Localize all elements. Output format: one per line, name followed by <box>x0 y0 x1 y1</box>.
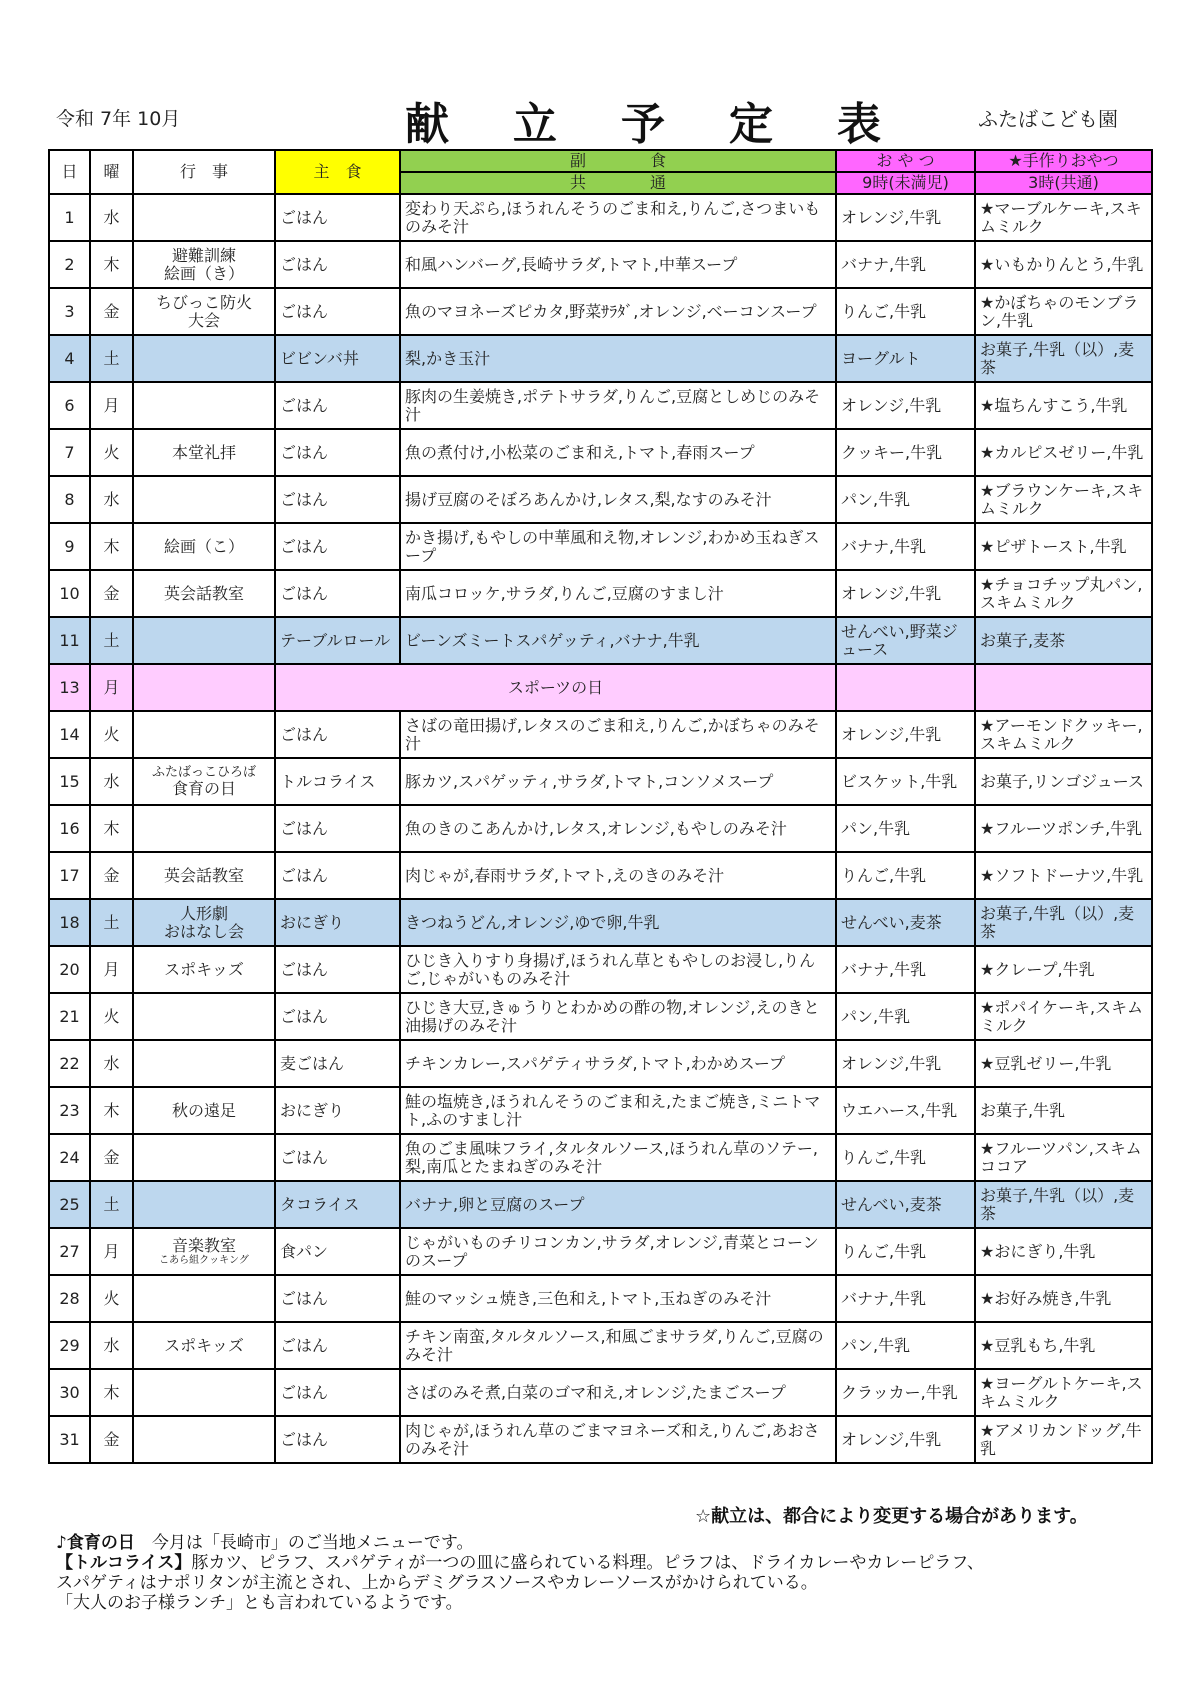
weekday-cell: 火 <box>90 429 133 476</box>
col-header-side: 副 食 <box>400 150 836 172</box>
side-dish-cell: ひじき入りすり身揚げ,ほうれん草ともやしのお浸し,りんご,じゃがいものみそ汁 <box>400 946 836 993</box>
event-text: ちびっこ防火 <box>155 292 252 312</box>
weekday-cell: 月 <box>90 664 133 711</box>
weekday-cell: 月 <box>90 1228 133 1275</box>
event-text: スポキッズ <box>164 959 244 979</box>
weekday-cell: 金 <box>90 288 133 335</box>
note-text: 豚カツ、ピラフ、スパゲティが一つの皿に盛られている料理。ピラフは、ドライカレーやカレーピラフ、 <box>191 1553 985 1573</box>
snack-pm-cell: ★クレープ,牛乳 <box>975 946 1152 993</box>
event-cell <box>133 335 275 382</box>
side-dish-cell: バナナ,卵と豆腐のスープ <box>400 1181 836 1228</box>
col-header-snack-am: 9時(未満児) <box>836 172 975 194</box>
weekday-cell: 木 <box>90 1369 133 1416</box>
day-cell: 8 <box>49 476 90 523</box>
side-dish-cell: きつねうどん,オレンジ,ゆで卵,牛乳 <box>400 899 836 946</box>
staple-cell: ごはん <box>275 711 400 758</box>
event-subtext: 大会 <box>187 310 220 330</box>
snack-am-cell: オレンジ,牛乳 <box>836 570 975 617</box>
weekday-cell: 木 <box>90 523 133 570</box>
event-cell <box>133 288 275 335</box>
staple-cell: ごはん <box>275 1275 400 1322</box>
snack-pm-cell: ★豆乳もち,牛乳 <box>975 1322 1152 1369</box>
side-dish-cell: ビーンズミートスパゲッティ,バナナ,牛乳 <box>400 617 836 664</box>
organization-name: ふたばこども園 <box>978 107 1118 131</box>
event-cell <box>133 241 275 288</box>
event-cell <box>133 993 275 1040</box>
snack-am-cell: パン,牛乳 <box>836 993 975 1040</box>
side-dish-cell: 魚のごま風味フライ,タルタルソース,ほうれん草のソテー,梨,南瓜とたまねぎのみそ汁 <box>400 1134 836 1181</box>
note-line <box>56 1533 984 1553</box>
event-cell <box>133 1416 275 1463</box>
table-row <box>49 946 1152 993</box>
snack-pm-cell: お菓子,牛乳（以）,麦茶 <box>975 335 1152 382</box>
snack-am-cell: オレンジ,牛乳 <box>836 1416 975 1463</box>
snack-am-cell: クッキー,牛乳 <box>836 429 975 476</box>
event-subtext: 食育の日 <box>171 779 236 798</box>
table-row <box>49 758 1152 805</box>
event-cell <box>133 523 275 570</box>
title-char: 献 <box>405 99 449 150</box>
snack-pm-cell: ★ヨーグルトケーキ,スキムミルク <box>975 1369 1152 1416</box>
weekday-cell: 火 <box>90 993 133 1040</box>
weekday-cell: 金 <box>90 1416 133 1463</box>
snack-pm-cell: ★豆乳ゼリー,牛乳 <box>975 1040 1152 1087</box>
table-row <box>49 335 1152 382</box>
event-cell <box>133 1322 275 1369</box>
staple-cell: ごはん <box>275 1134 400 1181</box>
table-row <box>49 1369 1152 1416</box>
snack-pm-cell: ★フルーツポンチ,牛乳 <box>975 805 1152 852</box>
weekday-cell: 金 <box>90 1134 133 1181</box>
day-cell: 4 <box>49 335 90 382</box>
side-dish-cell: チキン南蛮,タルタルソース,和風ごまサラダ,りんご,豆腐のみそ汁 <box>400 1322 836 1369</box>
snack-am-cell: バナナ,牛乳 <box>836 1275 975 1322</box>
weekday-cell: 木 <box>90 1087 133 1134</box>
table-row <box>49 1134 1152 1181</box>
side-dish-cell: 魚のきのこあんかけ,レタス,オレンジ,もやしのみそ汁 <box>400 805 836 852</box>
event-cell <box>133 1369 275 1416</box>
snack-pm-cell: ★チョコチップ丸パン,スキムミルク <box>975 570 1152 617</box>
table-row <box>49 288 1152 335</box>
weekday-cell: 水 <box>90 1322 133 1369</box>
event-text: 避難訓練 <box>171 245 236 265</box>
side-dish-cell: 鮭のマッシュ焼き,三色和え,トマト,玉ねぎのみそ汁 <box>400 1275 836 1322</box>
day-cell: 28 <box>49 1275 90 1322</box>
snack-am-cell: せんべい,麦茶 <box>836 899 975 946</box>
event-text: スポキッズ <box>164 1335 244 1355</box>
snack-pm-cell <box>975 664 1152 711</box>
snack-pm-cell: ★おにぎり,牛乳 <box>975 1228 1152 1275</box>
event-cell <box>133 382 275 429</box>
note-text: 今月は「長崎市」のご当地メニューです。 <box>134 1533 474 1553</box>
snack-pm-cell: お菓子,牛乳 <box>975 1087 1152 1134</box>
day-cell: 29 <box>49 1322 90 1369</box>
col-header-weekday: 曜 <box>90 150 133 194</box>
side-dish-cell: 肉じゃが,ほうれん草のごまマヨネーズ和え,りんご,あおさのみそ汁 <box>400 1416 836 1463</box>
weekday-cell: 土 <box>90 899 133 946</box>
side-dish-cell: 梨,かき玉汁 <box>400 335 836 382</box>
event-cell <box>133 476 275 523</box>
snack-am-cell <box>836 664 975 711</box>
staple-cell: タコライス <box>275 1181 400 1228</box>
table-row <box>49 523 1152 570</box>
table-row <box>49 1228 1152 1275</box>
menu-month: 令和 7年 10月 <box>56 108 181 130</box>
snack-am-cell: パン,牛乳 <box>836 1322 975 1369</box>
col-header-snack-pm-top: ★手作りおやつ <box>975 150 1152 172</box>
table-row <box>49 1322 1152 1369</box>
change-notice: ☆献立は、都合により変更する場合があります。 <box>695 1506 1088 1527</box>
event-cell <box>133 570 275 617</box>
day-cell: 21 <box>49 993 90 1040</box>
staple-cell: ごはん <box>275 288 400 335</box>
day-cell: 25 <box>49 1181 90 1228</box>
snack-pm-cell: ★カルピスゼリー,牛乳 <box>975 429 1152 476</box>
snack-am-cell: オレンジ,牛乳 <box>836 194 975 241</box>
staple-cell: ごはん <box>275 194 400 241</box>
event-text: 英会話教室 <box>163 583 244 603</box>
event-cell <box>133 852 275 899</box>
event-cell <box>133 194 275 241</box>
day-cell: 20 <box>49 946 90 993</box>
holiday-cell: スポーツの日 <box>275 664 836 711</box>
weekday-cell: 土 <box>90 335 133 382</box>
side-dish-cell: じゃがいものチリコンカン,サラダ,オレンジ,青菜とコーンのスープ <box>400 1228 836 1275</box>
event-text: 英会話教室 <box>163 865 244 885</box>
snack-pm-cell: ★ソフトドーナツ,牛乳 <box>975 852 1152 899</box>
event-cell <box>133 1087 275 1134</box>
menu-table <box>48 149 1153 1464</box>
snack-pm-cell: お菓子,牛乳（以）,麦茶 <box>975 1181 1152 1228</box>
staple-cell: ごはん <box>275 476 400 523</box>
day-cell: 9 <box>49 523 90 570</box>
day-cell: 31 <box>49 1416 90 1463</box>
staple-cell: おにぎり <box>275 1087 400 1134</box>
staple-cell: ごはん <box>275 570 400 617</box>
table-row <box>49 617 1152 664</box>
event-cell <box>133 429 275 476</box>
note-line <box>56 1553 984 1573</box>
staple-cell: トルコライス <box>275 758 400 805</box>
side-dish-cell: 魚のマヨネーズピカタ,野菜ｻﾗﾀﾞ,オレンジ,ベーコンスープ <box>400 288 836 335</box>
snack-am-cell: りんご,牛乳 <box>836 1134 975 1181</box>
snack-pm-cell: ★アーモンドクッキー,スキムミルク <box>975 711 1152 758</box>
snack-am-cell: クラッカー,牛乳 <box>836 1369 975 1416</box>
table-row <box>49 1087 1152 1134</box>
snack-pm-cell: ★いもかりんとう,牛乳 <box>975 241 1152 288</box>
side-dish-cell: かき揚げ,もやしの中華風和え物,オレンジ,わかめ玉ねぎスープ <box>400 523 836 570</box>
event-subtext: こあら組クッキング <box>159 1254 249 1266</box>
day-cell: 3 <box>49 288 90 335</box>
day-cell: 15 <box>49 758 90 805</box>
weekday-cell: 月 <box>90 382 133 429</box>
header-row-top <box>49 150 1152 172</box>
snack-am-cell: りんご,牛乳 <box>836 288 975 335</box>
weekday-cell: 水 <box>90 758 133 805</box>
staple-cell: ごはん <box>275 382 400 429</box>
side-dish-cell: 鮭の塩焼き,ほうれんそうのごま和え,たまご焼き,ミニトマト,ふのすまし汁 <box>400 1087 836 1134</box>
table-row <box>49 1416 1152 1463</box>
table-row <box>49 1275 1152 1322</box>
weekday-cell: 金 <box>90 852 133 899</box>
snack-am-cell: せんべい,麦茶 <box>836 1181 975 1228</box>
table-row <box>49 476 1152 523</box>
snack-pm-cell: ★ピザトースト,牛乳 <box>975 523 1152 570</box>
day-cell: 18 <box>49 899 90 946</box>
col-header-side-common: 共 通 <box>400 172 836 194</box>
event-cell <box>133 664 275 711</box>
day-cell: 11 <box>49 617 90 664</box>
event-text: 秋の遠足 <box>171 1100 236 1120</box>
event-subtext: おはなし会 <box>163 921 244 941</box>
staple-cell: 食パン <box>275 1228 400 1275</box>
note-line <box>56 1573 984 1593</box>
event-cell <box>133 1134 275 1181</box>
staple-cell: テーブルロール <box>275 617 400 664</box>
snack-pm-cell: ★ブラウンケーキ,スキムミルク <box>975 476 1152 523</box>
event-cell <box>133 1181 275 1228</box>
side-dish-cell: 豚カツ,スパゲッティ,サラダ,トマト,コンソメスープ <box>400 758 836 805</box>
day-cell: 22 <box>49 1040 90 1087</box>
day-cell: 16 <box>49 805 90 852</box>
snack-am-cell: オレンジ,牛乳 <box>836 382 975 429</box>
side-dish-cell: さばのみそ煮,白菜のゴマ和え,オレンジ,たまごスープ <box>400 1369 836 1416</box>
side-dish-cell: さばの竜田揚げ,レタスのごま和え,りんご,かぼちゃのみそ汁 <box>400 711 836 758</box>
snack-pm-cell: ★マーブルケーキ,スキムミルク <box>975 194 1152 241</box>
snack-pm-cell: ★ポパイケーキ,スキムミルク <box>975 993 1152 1040</box>
snack-am-cell: パン,牛乳 <box>836 476 975 523</box>
day-cell: 2 <box>49 241 90 288</box>
weekday-cell: 木 <box>90 805 133 852</box>
event-cell <box>133 1040 275 1087</box>
staple-cell: ごはん <box>275 993 400 1040</box>
snack-pm-cell: ★アメリカンドッグ,牛乳 <box>975 1416 1152 1463</box>
snack-am-cell: バナナ,牛乳 <box>836 523 975 570</box>
table-row <box>49 1040 1152 1087</box>
event-text: 人形劇 <box>179 903 228 923</box>
weekday-cell: 月 <box>90 946 133 993</box>
side-dish-cell: チキンカレー,スパゲティサラダ,トマト,わかめスープ <box>400 1040 836 1087</box>
snack-am-cell: バナナ,牛乳 <box>836 241 975 288</box>
weekday-cell: 土 <box>90 617 133 664</box>
table-row <box>49 241 1152 288</box>
staple-cell: ビビンバ丼 <box>275 335 400 382</box>
event-cell <box>133 758 275 805</box>
day-cell: 30 <box>49 1369 90 1416</box>
weekday-cell: 火 <box>90 711 133 758</box>
col-header-snack-pm: 3時(共通) <box>975 172 1152 194</box>
staple-cell: おにぎり <box>275 899 400 946</box>
table-row <box>49 382 1152 429</box>
weekday-cell: 土 <box>90 1181 133 1228</box>
side-dish-cell: 豚肉の生姜焼き,ポテトサラダ,りんご,豆腐としめじのみそ汁 <box>400 382 836 429</box>
table-row <box>49 570 1152 617</box>
snack-am-cell: オレンジ,牛乳 <box>836 1040 975 1087</box>
table-row <box>49 194 1152 241</box>
day-cell: 24 <box>49 1134 90 1181</box>
snack-am-cell: ビスケット,牛乳 <box>836 758 975 805</box>
snack-pm-cell: お菓子,麦茶 <box>975 617 1152 664</box>
event-cell <box>133 711 275 758</box>
staple-cell: ごはん <box>275 1369 400 1416</box>
event-cell <box>133 1275 275 1322</box>
staple-cell: 麦ごはん <box>275 1040 400 1087</box>
note-text: スパゲティはナポリタンが主流とされ、上からデミグラスソースやカレーソースがかけられている。 <box>56 1573 818 1593</box>
weekday-cell: 金 <box>90 570 133 617</box>
snack-am-cell: せんべい,野菜ジュース <box>836 617 975 664</box>
side-dish-cell: 和風ハンバーグ,長崎サラダ,トマト,中華スープ <box>400 241 836 288</box>
menu-body <box>49 194 1152 1463</box>
snack-am-cell: パン,牛乳 <box>836 805 975 852</box>
event-text: 絵画（こ） <box>163 536 244 556</box>
event-text: 音楽教室 <box>171 1235 236 1255</box>
table-row <box>49 805 1152 852</box>
title-char: 表 <box>837 99 881 150</box>
staple-cell: ごはん <box>275 429 400 476</box>
table-row <box>49 899 1152 946</box>
snack-pm-cell: お菓子,リンゴジュース <box>975 758 1152 805</box>
snack-pm-cell: ★かぼちゃのモンブラン,牛乳 <box>975 288 1152 335</box>
title-char: 予 <box>621 99 665 150</box>
day-cell: 10 <box>49 570 90 617</box>
staple-cell: ごはん <box>275 1416 400 1463</box>
event-cell <box>133 1228 275 1275</box>
weekday-cell: 水 <box>90 1040 133 1087</box>
weekday-cell: 木 <box>90 241 133 288</box>
title-char: 定 <box>729 99 773 150</box>
table-row <box>49 711 1152 758</box>
snack-am-cell: りんご,牛乳 <box>836 1228 975 1275</box>
side-dish-cell: 肉じゃが,春雨サラダ,トマト,えのきのみそ汁 <box>400 852 836 899</box>
event-cell <box>133 946 275 993</box>
side-dish-cell: ひじき大豆,きゅうりとわかめの酢の物,オレンジ,えのきと油揚げのみそ汁 <box>400 993 836 1040</box>
side-dish-cell: 変わり天ぷら,ほうれんそうのごま和え,りんご,さつまいものみそ汁 <box>400 194 836 241</box>
footer-notes <box>56 1533 984 1613</box>
weekday-cell: 水 <box>90 194 133 241</box>
weekday-cell: 火 <box>90 1275 133 1322</box>
staple-cell: ごはん <box>275 852 400 899</box>
table-row <box>49 852 1152 899</box>
snack-pm-cell: ★フルーツパン,スキムココア <box>975 1134 1152 1181</box>
side-dish-cell: 魚の煮付け,小松菜のごま和え,トマト,春雨スープ <box>400 429 836 476</box>
staple-cell: ごはん <box>275 805 400 852</box>
note-heading: 【トルコライス】 <box>56 1553 192 1573</box>
day-cell: 27 <box>49 1228 90 1275</box>
event-cell <box>133 899 275 946</box>
event-cell <box>133 617 275 664</box>
col-header-event: 行 事 <box>133 150 275 194</box>
day-cell: 14 <box>49 711 90 758</box>
snack-pm-cell: ★お好み焼き,牛乳 <box>975 1275 1152 1322</box>
side-dish-cell: 南瓜コロッケ,サラダ,りんご,豆腐のすまし汁 <box>400 570 836 617</box>
title-char: 立 <box>513 99 557 150</box>
snack-am-cell: りんご,牛乳 <box>836 852 975 899</box>
snack-am-cell: ヨーグルト <box>836 335 975 382</box>
staple-cell: ごはん <box>275 523 400 570</box>
staple-cell: ごはん <box>275 241 400 288</box>
note-heading: ♪食育の日 <box>56 1533 135 1553</box>
note-line <box>56 1593 984 1613</box>
table-row <box>49 993 1152 1040</box>
day-cell: 23 <box>49 1087 90 1134</box>
event-text: ふたばっこひろば <box>151 765 256 780</box>
event-subtext: 絵画（き） <box>163 263 244 283</box>
table-row <box>49 429 1152 476</box>
snack-am-cell: オレンジ,牛乳 <box>836 711 975 758</box>
snack-pm-cell: お菓子,牛乳（以）,麦茶 <box>975 899 1152 946</box>
note-text: 「大人のお子様ランチ」とも言われているようです。 <box>56 1593 463 1613</box>
day-cell: 13 <box>49 664 90 711</box>
table-row <box>49 1181 1152 1228</box>
side-dish-cell: 揚げ豆腐のそぼろあんかけ,レタス,梨,なすのみそ汁 <box>400 476 836 523</box>
col-header-staple: 主 食 <box>275 150 400 194</box>
page-title <box>405 88 945 152</box>
snack-am-cell: バナナ,牛乳 <box>836 946 975 993</box>
col-header-snack-am-top: お や つ <box>836 150 975 172</box>
snack-pm-cell: ★塩ちんすこう,牛乳 <box>975 382 1152 429</box>
weekday-cell: 水 <box>90 476 133 523</box>
col-header-day: 日 <box>49 150 90 194</box>
day-cell: 6 <box>49 382 90 429</box>
snack-am-cell: ウエハース,牛乳 <box>836 1087 975 1134</box>
day-cell: 7 <box>49 429 90 476</box>
event-text: 本堂礼拝 <box>171 442 236 462</box>
page-header <box>0 0 1200 150</box>
day-cell: 17 <box>49 852 90 899</box>
staple-cell: ごはん <box>275 946 400 993</box>
event-cell <box>133 805 275 852</box>
day-cell: 1 <box>49 194 90 241</box>
staple-cell: ごはん <box>275 1322 400 1369</box>
table-row <box>49 664 1152 711</box>
